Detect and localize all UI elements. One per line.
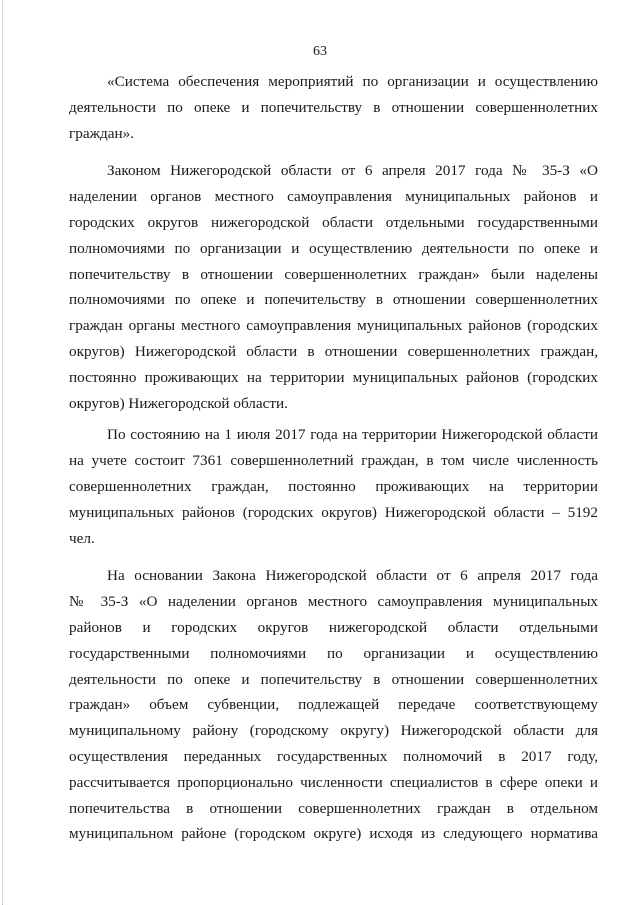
- text-line: деятельности по опеке и попечительству в отношении совершеннолетних: [69, 98, 598, 116]
- text-line: полномочиями по организации и осуществлению деятельности по опеке и: [69, 239, 598, 257]
- text-line: Законом Нижегородской области от 6 апреля 2017 года № 35-З «О: [107, 162, 598, 180]
- page-number: 63: [313, 44, 327, 59]
- text-line: округов) Нижегородской области.: [69, 394, 288, 412]
- text-line: муниципальному району (городскому округу) Нижегородской области для: [69, 722, 598, 740]
- paragraph-subvention-basis: [69, 563, 598, 847]
- text-line: муниципальном районе (городском округе) исходя из следующего норматива: [69, 825, 598, 843]
- text-line: наделении органов местного самоуправления муниципальных районов и: [69, 188, 598, 206]
- paragraph-system-title: [69, 69, 598, 146]
- text-line: граждан органы местного самоуправления муниципальных районов (городских: [69, 317, 598, 335]
- text-line: округов) Нижегородской области в отношении совершеннолетних граждан,: [69, 342, 598, 360]
- text-line: осуществления переданных государственных полномочий в 2017 году,: [69, 747, 598, 765]
- text-line: на учете состоит 7361 совершеннолетний граждан, в том числе численность: [69, 452, 598, 470]
- text-line: По состоянию на 1 июля 2017 года на территории Нижегородской области: [107, 426, 598, 444]
- text-line: районов и городских округов нижегородской области отдельными: [69, 618, 598, 636]
- text-line: деятельности по опеке и попечительству в отношении совершеннолетних: [69, 670, 598, 688]
- text-line: чел.: [69, 529, 95, 547]
- text-line: полномочиями по опеке и попечительству в отношении совершеннолетних: [69, 291, 598, 309]
- paragraph-statistics: [69, 422, 598, 551]
- text-line: государственными полномочиями по организации и осуществлению: [69, 644, 598, 662]
- text-line: попечительства в отношении совершеннолетних граждан в отдельном: [69, 799, 598, 817]
- scan-edge-mark: [2, 0, 4, 905]
- text-line: рассчитывается пропорционально численности специалистов в сфере опеки и: [69, 773, 598, 791]
- text-line: совершеннолетних граждан, постоянно проживающих на территории: [69, 477, 598, 495]
- text-line: попечительству в отношении совершеннолетних граждан» были наделены: [69, 265, 598, 283]
- text-line: «Система обеспечения мероприятий по организации и осуществлению: [107, 73, 598, 90]
- text-line: граждан».: [69, 124, 135, 142]
- text-line: постоянно проживающих на территории муниципальных районов (городских: [69, 368, 598, 386]
- text-line: № 35-З «О наделении органов местного самоуправления муниципальных: [69, 593, 598, 611]
- text-line: городских округов нижегородской области отдельными государственными: [69, 213, 598, 231]
- text-line: граждан» объем субвенции, подлежащей передаче соответствующему: [69, 696, 598, 714]
- text-line: На основании Закона Нижегородской области от 6 апреля 2017 года: [107, 567, 598, 585]
- text-line: муниципальных районов (городских округов) Нижегородской области – 5192: [69, 503, 598, 521]
- document-body: [69, 69, 598, 847]
- paragraph-law-reference: [69, 158, 598, 416]
